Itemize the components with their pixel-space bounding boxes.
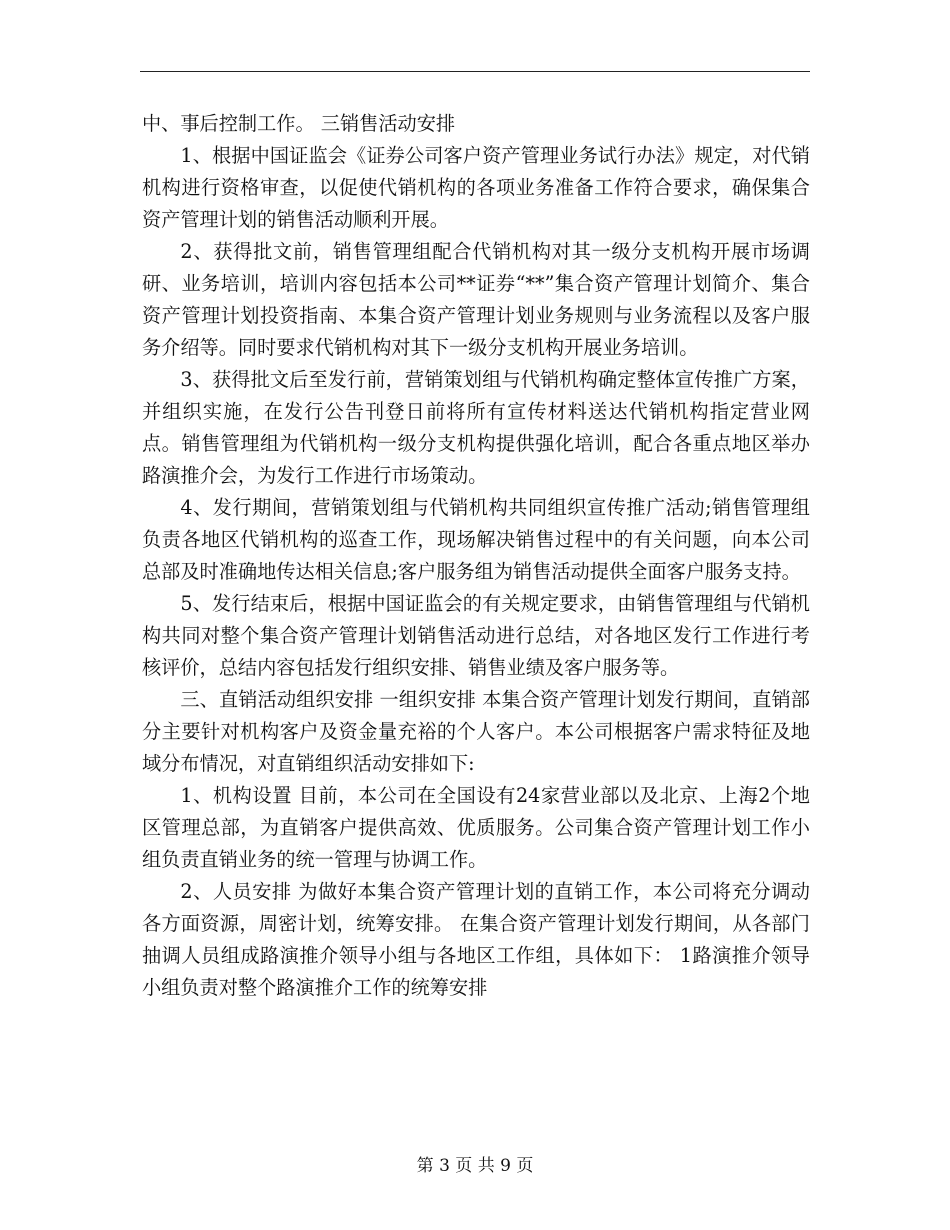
header-rule [140, 71, 810, 72]
paragraph-sales-item-2: 2、获得批文前，销售管理组配合代销机构对其一级分支机构开展市场调研、业务培训，培训内容包括本公司**证券“**”集合资产管理计划简介、集合资产管理计划投资指南、本集合资产管理计划业务规则与业务流程以及客户服务介绍等。同时要求代销机构对其下一级分支机构开展业务培训。 [142, 240, 810, 359]
paragraph-direct-item-1: 1、机构设置 目前，本公司在全国设有24家营业部以及北京、上海2个地区管理总部，为直销客户提供高效、优质服务。公司集合资产管理计划工作小组负责直销业务的统一管理与协调工作。 [142, 784, 810, 871]
paragraph-direct-item-2: 2、人员安排 为做好本集合资产管理计划的直销工作，本公司将充分调动各方面资源，周密计划，统筹安排。 在集合资产管理计划发行期间，从各部门抽调人员组成路演推介领导小组与各地区工作组，具体如下： 1路演推介领导小组负责对整个路演推介工作的统筹安排 [142, 880, 810, 999]
paragraph-continuation: 中、事后控制工作。 三销售活动安排 [142, 112, 456, 135]
paragraph-sales-item-3: 3、获得批文后至发行前，营销策划组与代销机构确定整体宣传推广方案，并组织实施，在发行公告刊登日前将所有宣传材料送达代销机构指定营业网点。销售管理组为代销机构一级分支机构提供强化培训，配合各重点地区举办路演推介会，为发行工作进行市场策动。 [142, 368, 810, 487]
paragraph-sales-item-4: 4、发行期间，营销策划组与代销机构共同组织宣传推广活动;销售管理组负责各地区代销机构的巡查工作，现场解决销售过程中的有关问题，向本公司总部及时准确地传达相关信息;客户服务组为销售活动提供全面客户服务支持。 [142, 496, 810, 583]
paragraph-sales-item-5: 5、发行结束后，根据中国证监会的有关规定要求，由销售管理组与代销机构共同对整个集合资产管理计划销售活动进行总结，对各地区发行工作进行考核评价，总结内容包括发行组织安排、销售业绩及客户服务等。 [142, 592, 810, 679]
page-number: 第 3 页 共 9 页 [416, 1156, 534, 1176]
body-text [142, 108, 810, 1004]
paragraph-direct-sales-heading: 三、直销活动组织安排 一组织安排 本集合资产管理计划发行期间，直销部分主要针对机构客户及资金量充裕的个人客户。本公司根据客户需求特征及地域分布情况，对直销组织活动安排如下: [142, 688, 810, 775]
paragraph-sales-item-1: 1、根据中国证监会《证券公司客户资产管理业务试行办法》规定，对代销机构进行资格审查，以促使代销机构的各项业务准备工作符合要求，确保集合资产管理计划的销售活动顺利开展。 [142, 144, 810, 231]
